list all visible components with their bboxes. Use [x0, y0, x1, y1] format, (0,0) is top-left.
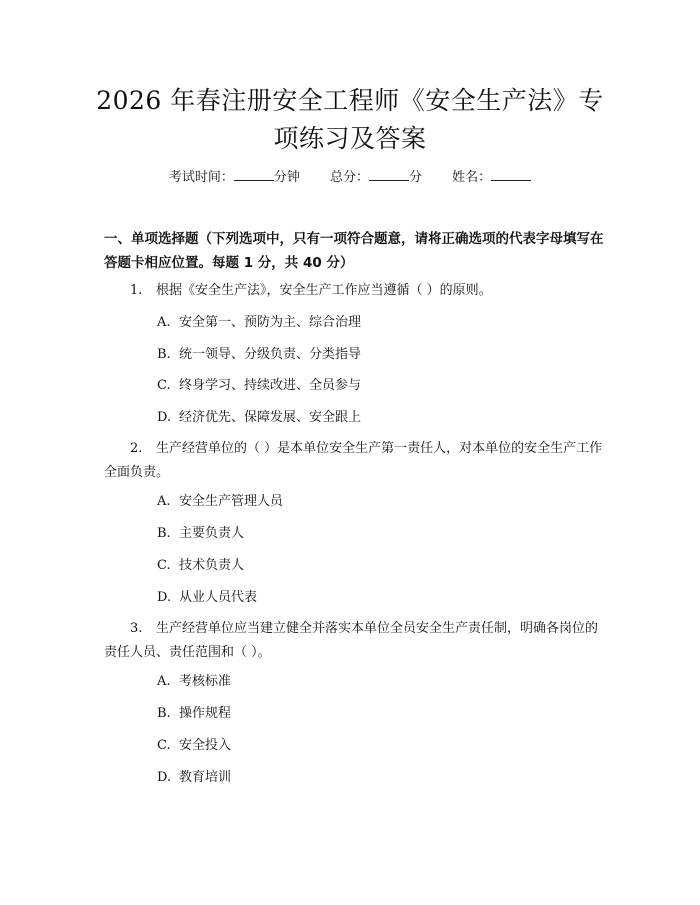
question-2-option-b: [157, 524, 244, 544]
option-letter: C.: [157, 738, 171, 753]
question-3-option-d: [157, 768, 231, 788]
question-number: 2.: [130, 441, 143, 456]
question-number: 1.: [130, 283, 143, 298]
option-text: 统一领导、分级负责、分类指导: [179, 347, 362, 362]
question-2: [104, 437, 604, 485]
total-score-label: 总分：: [329, 170, 369, 185]
total-score-blank: [369, 168, 409, 181]
option-letter: B.: [157, 706, 171, 721]
exam-time-label: 考试时间：: [168, 170, 234, 185]
option-text: 技术负责人: [179, 558, 245, 573]
question-2-option-c: [157, 556, 244, 576]
exam-time-field: [169, 168, 300, 188]
option-letter: A.: [157, 674, 171, 689]
document-title: [80, 82, 620, 158]
question-number: 3.: [130, 621, 143, 636]
name-field: [452, 168, 531, 188]
option-letter: D.: [157, 410, 172, 425]
option-text: 安全第一、预防为主、综合治理: [179, 315, 362, 330]
question-3: [104, 617, 604, 665]
question-1: [104, 279, 604, 303]
question-1-option-a: [157, 313, 361, 333]
name-blank: [491, 168, 531, 181]
option-text: 主要负责人: [179, 526, 245, 541]
option-letter: A.: [157, 494, 171, 509]
question-3-option-a: [157, 672, 231, 692]
question-2-option-a: [157, 492, 283, 512]
option-text: 从业人员代表: [179, 590, 258, 605]
name-label: 姓名：: [452, 170, 492, 185]
option-letter: C.: [157, 558, 171, 573]
option-letter: C.: [157, 378, 171, 393]
question-1-option-b: [157, 345, 361, 365]
option-text: 操作规程: [179, 706, 232, 721]
question-2-option-d: [157, 588, 257, 608]
option-text: 终身学习、持续改进、全员参与: [179, 378, 362, 393]
option-letter: B.: [157, 526, 171, 541]
total-score-field: [330, 168, 422, 188]
option-text: 经济优先、保障发展、安全跟上: [179, 410, 362, 425]
question-text: 根据《安全生产法》，安全生产工作应当遵循（ ）的原则。: [156, 283, 492, 298]
question-3-option-c: [157, 736, 231, 756]
exam-time-unit: 分钟: [273, 170, 300, 185]
question-text: 生产经营单位应当建立健全并落实本单位全员安全生产责任制，明确各岗位的责任人员、责任范围和（ ）。: [104, 621, 599, 660]
option-letter: B.: [157, 347, 171, 362]
total-score-unit: 分: [409, 170, 423, 185]
exam-info-line: [0, 168, 700, 188]
question-text: 生产经营单位的（ ）是本单位安全生产第一责任人，对本单位的安全生产工作全面负责。: [104, 441, 603, 480]
title-line-2: 项练习及答案: [273, 124, 427, 153]
option-text: 安全投入: [179, 738, 232, 753]
section-heading: 一、单项选择题（下列选项中，只有一项符合题意，请将正确选项的代表字母填写在答题卡相应位置。每题 1 分，共 40 分）: [104, 231, 604, 271]
title-line-1: 2026 年春注册安全工程师《安全生产法》专: [96, 86, 604, 115]
option-text: 考核标准: [179, 674, 232, 689]
option-letter: A.: [157, 315, 171, 330]
option-letter: D.: [157, 770, 172, 785]
question-3-option-b: [157, 704, 231, 724]
option-text: 安全生产管理人员: [179, 494, 284, 509]
exam-time-blank: [234, 168, 274, 181]
question-1-option-d: [157, 408, 361, 428]
question-1-option-c: [157, 376, 361, 396]
option-letter: D.: [157, 590, 172, 605]
option-text: 教育培训: [179, 770, 232, 785]
